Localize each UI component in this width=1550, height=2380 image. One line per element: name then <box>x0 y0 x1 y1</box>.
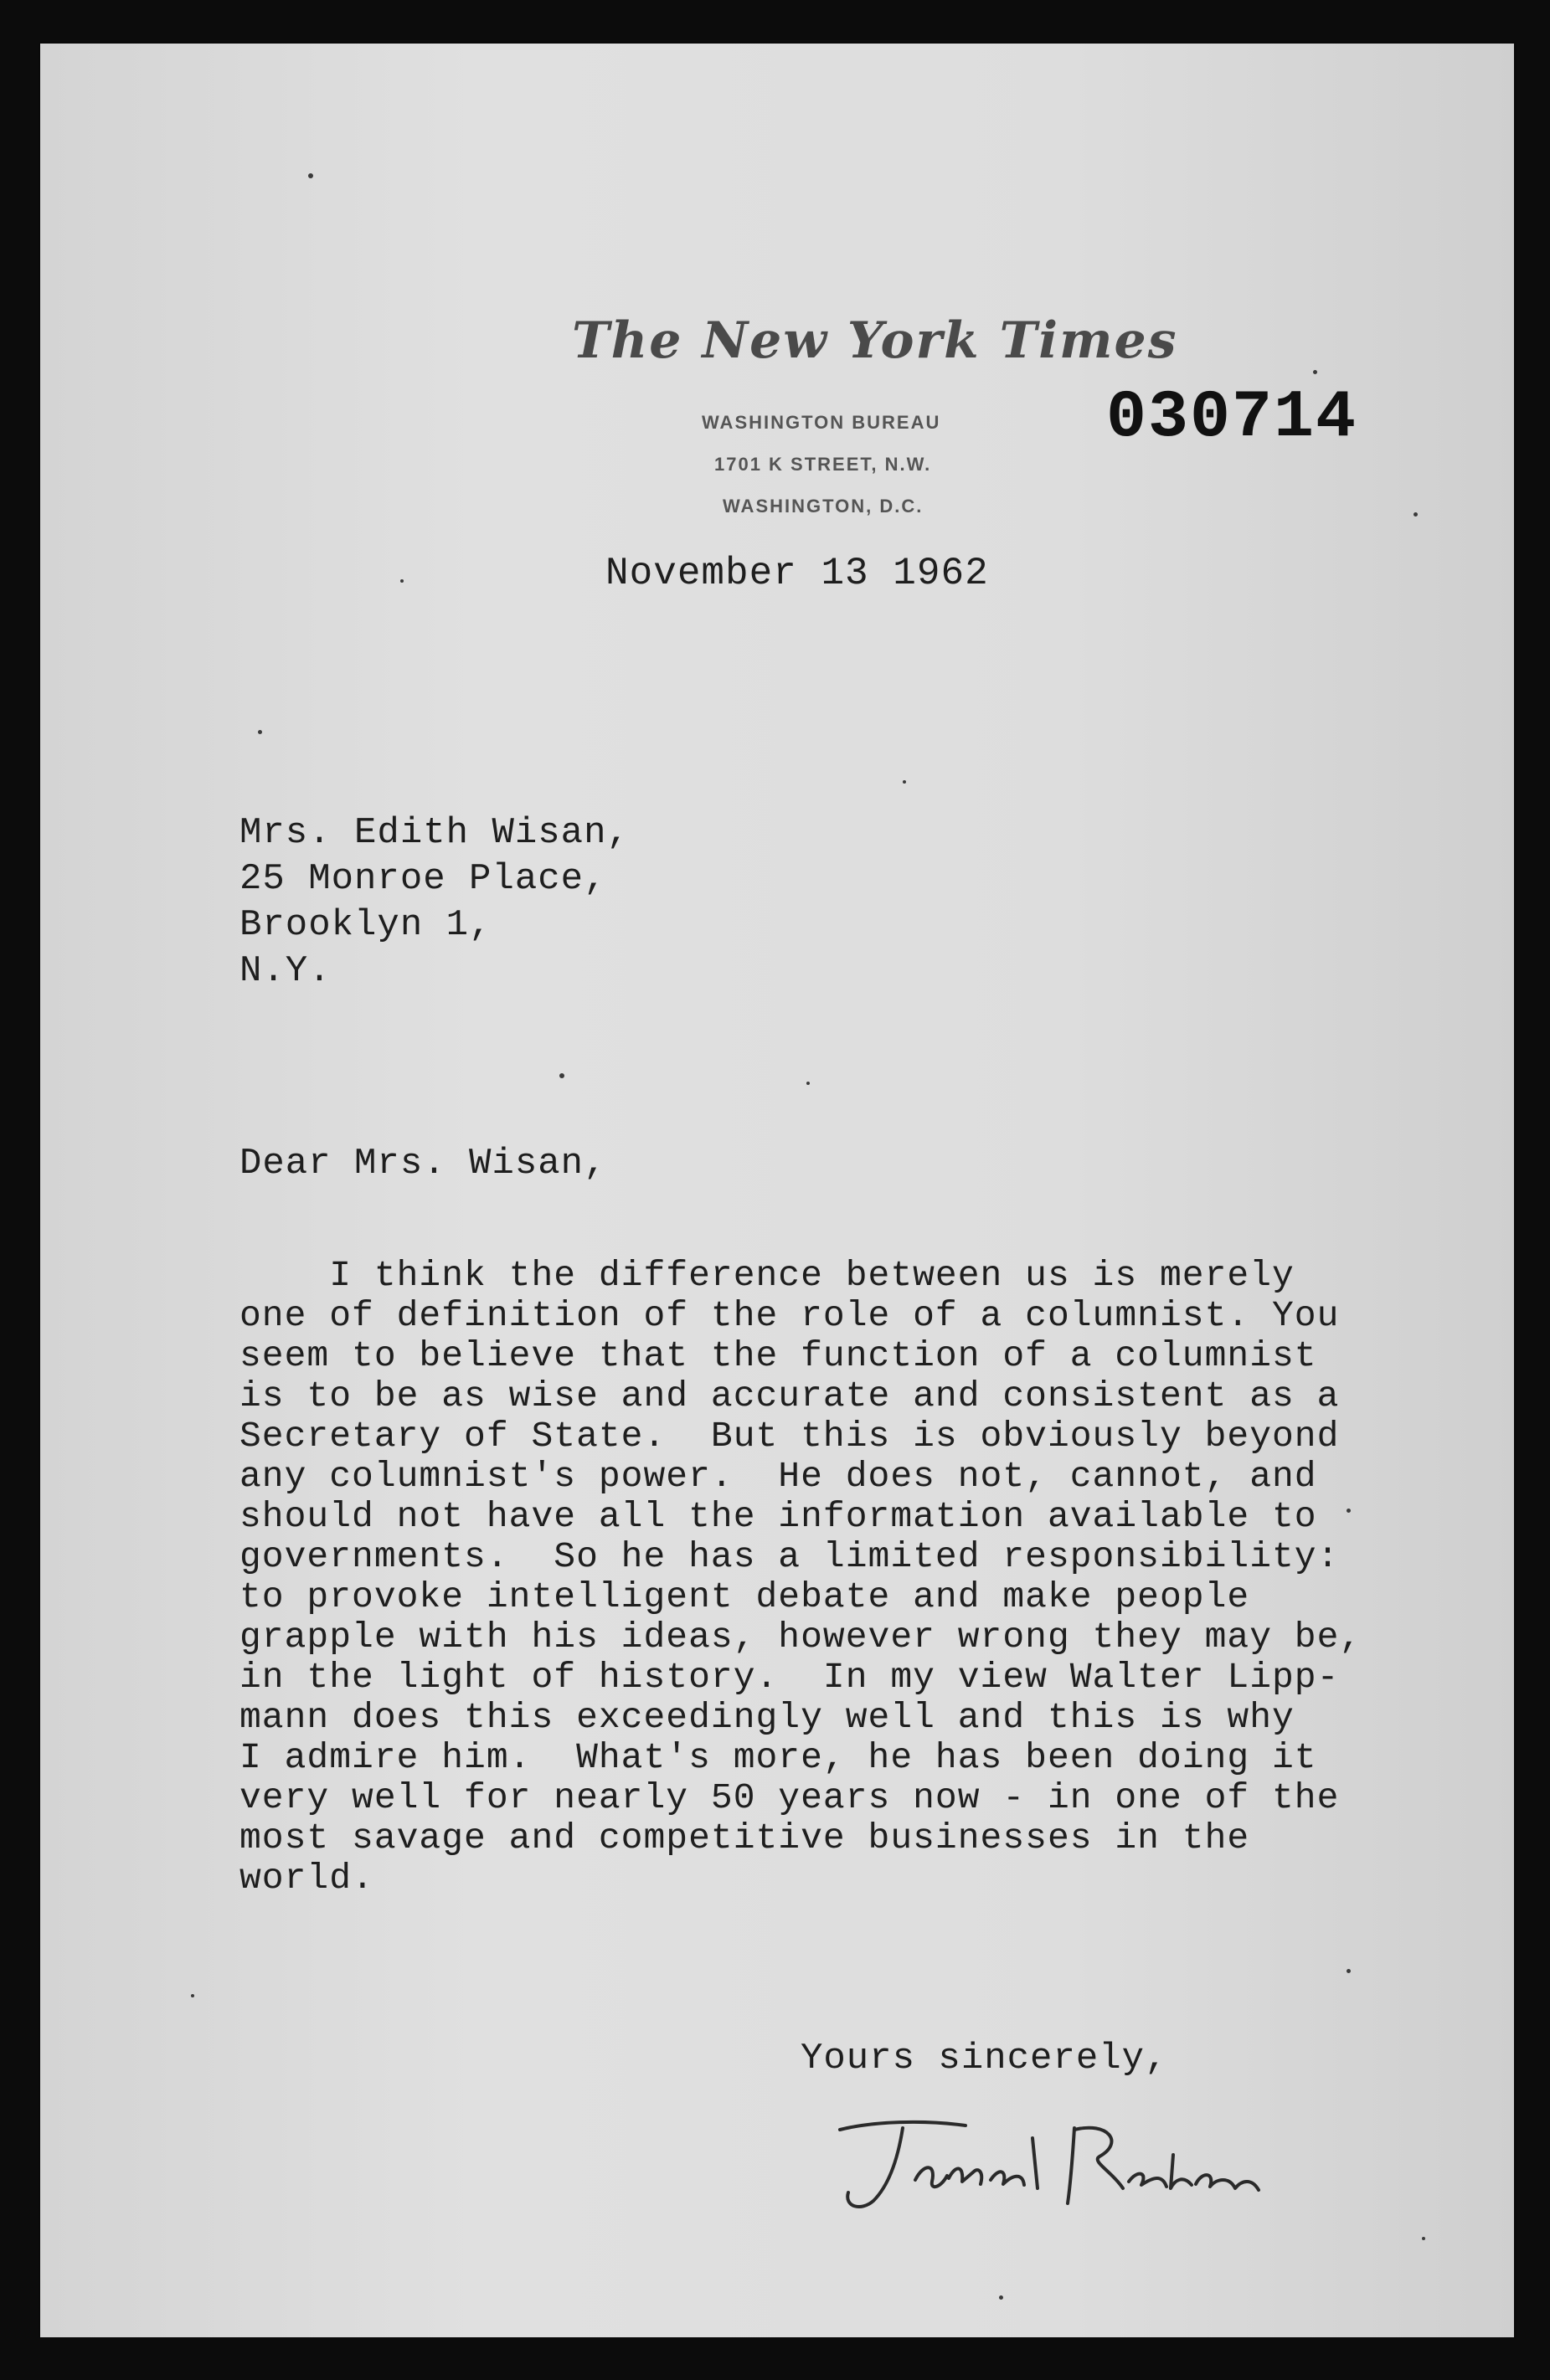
body-line: to provoke intelligent debate and make people <box>239 1576 1250 1617</box>
paper-speck <box>191 1994 194 1997</box>
letterhead-title: The New York Times <box>572 311 1178 370</box>
paper-speck <box>1347 1509 1351 1513</box>
body-line: Secretary of State. But this is obviously beyond <box>239 1416 1340 1457</box>
letter-date: November 13 1962 <box>605 552 989 595</box>
paper-speck <box>999 2295 1003 2300</box>
paper-speck <box>1313 370 1317 374</box>
recipient-state: N.Y. <box>239 950 332 992</box>
paper-speck <box>806 1082 810 1085</box>
body-line: is to be as wise and accurate and consistent as a <box>239 1375 1340 1416</box>
recipient-name: Mrs. Edith Wisan, <box>239 812 630 854</box>
paper-speck <box>400 579 404 583</box>
paper-speck <box>1414 512 1418 517</box>
body-line: I think the difference between us is merely <box>239 1255 1295 1296</box>
recipient-street: 25 Monroe Place, <box>239 858 607 900</box>
letterhead-bureau: WASHINGTON BUREAU <box>702 412 941 433</box>
body-line: in the light of history. In my view Walter Lipp- <box>239 1657 1340 1698</box>
paper-speck <box>258 730 262 734</box>
body-line: seem to believe that the function of a columnist <box>239 1335 1317 1376</box>
body-line: very well for nearly 50 years now - in one of the <box>239 1777 1340 1818</box>
body-line: most savage and competitive businesses in the <box>239 1817 1250 1858</box>
body-line: mann does this exceedingly well and this is why <box>239 1697 1295 1738</box>
body-line: grapple with his ideas, however wrong they may be, <box>239 1617 1362 1658</box>
signature <box>823 2105 1284 2230</box>
paper-speck <box>308 173 313 178</box>
letterhead-street: 1701 K STREET, N.W. <box>714 454 932 475</box>
recipient-city: Brooklyn 1, <box>239 904 492 946</box>
paper-speck <box>903 780 906 784</box>
paper-speck <box>559 1073 564 1078</box>
paper-speck <box>1422 2237 1425 2240</box>
paper-speck <box>1347 1969 1351 1973</box>
body-line: one of definition of the role of a columnist. You <box>239 1295 1340 1336</box>
body-line: world. <box>239 1858 374 1899</box>
letter-page <box>40 44 1514 2337</box>
body-line: I admire him. What's more, he has been doing it <box>239 1737 1317 1778</box>
body-line: governments. So he has a limited responsibility: <box>239 1536 1340 1577</box>
letterhead-city: WASHINGTON, D.C. <box>723 496 924 517</box>
salutation: Dear Mrs. Wisan, <box>239 1143 607 1185</box>
closing: Yours sincerely, <box>801 2038 1168 2079</box>
document-number: 030714 <box>1106 380 1358 456</box>
body-line: any columnist's power. He does not, cannot, and <box>239 1456 1317 1497</box>
body-line: should not have all the information available to <box>239 1496 1317 1537</box>
